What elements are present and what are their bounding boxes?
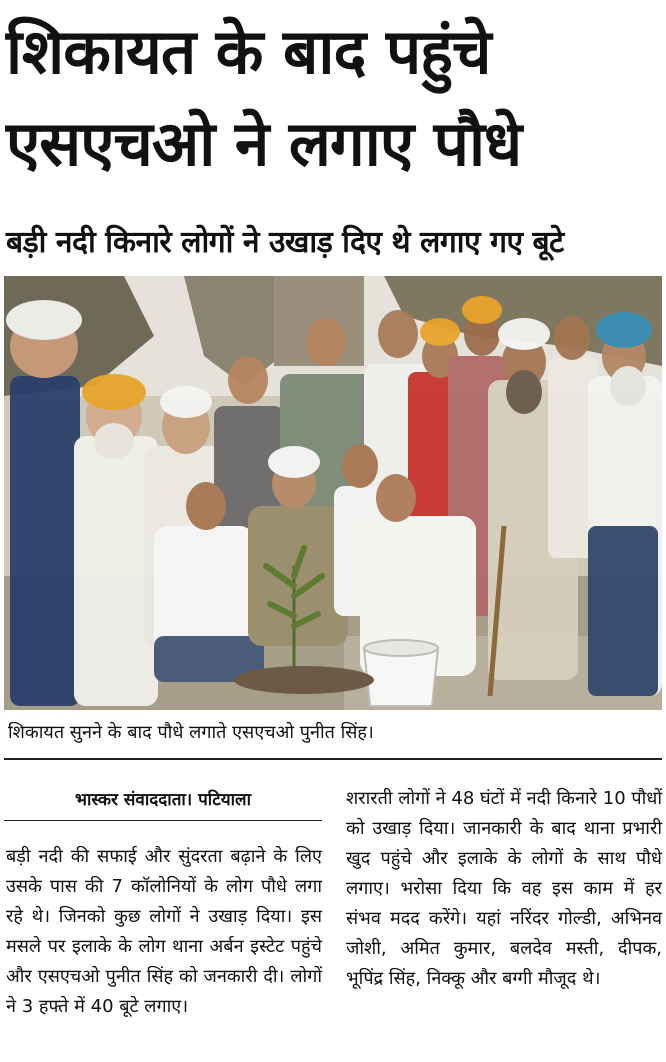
byline-divider	[4, 820, 322, 821]
photo-caption: शिकायत सुनने के बाद पौधे लगाते एसएचओ पुनीत सिंह।	[8, 722, 374, 743]
headline: शिकायत के बाद पहुंचे एसएचओ ने लगाए पौधे	[6, 15, 522, 180]
byline: भास्कर संवाददाता। पटियाला	[75, 790, 251, 810]
news-photo	[4, 276, 662, 710]
body-text-right-column: शरारती लोगों ने 48 घंटों में नदी किनारे 10 पौधों को उखाड़ दिया। जानकारी के बाद थाना प्रभारी खुद पहुंचे और इलाके के लोगों के साथ पौधे लगाए। भरोसा दिया कि वह इस काम में हर संभव मदद करेंगे। यहां नरिंदर गोल्डी, अभिनव जोशी, अमित कुमार, बलदेव मस्ती, दीपक, भूपिंद्र सिंह, निक्कू और बग्गी मौजूद थे।	[346, 788, 662, 989]
caption-box	[4, 710, 662, 760]
subheadline: बड़ी नदी किनारे लोगों ने उखाड़ दिए थे लगाए गए बूटे	[6, 225, 564, 260]
body-text-left-column: बड़ी नदी की सफाई और सुंदरता बढ़ाने के लिए उसके पास की 7 कॉलोनियों के लोग पौधे लगा रहे थे। जिनको कुछ लोगों ने उखाड़ दिया। इस मसले पर इलाके के लोग थाना अर्बन इस्टेट पहुंचे और एसएचओ पुनीत सिंह को जनकारी दी। लोगों ने 3 हफ्ते में 40 बूटे लगाए।	[6, 846, 322, 1017]
